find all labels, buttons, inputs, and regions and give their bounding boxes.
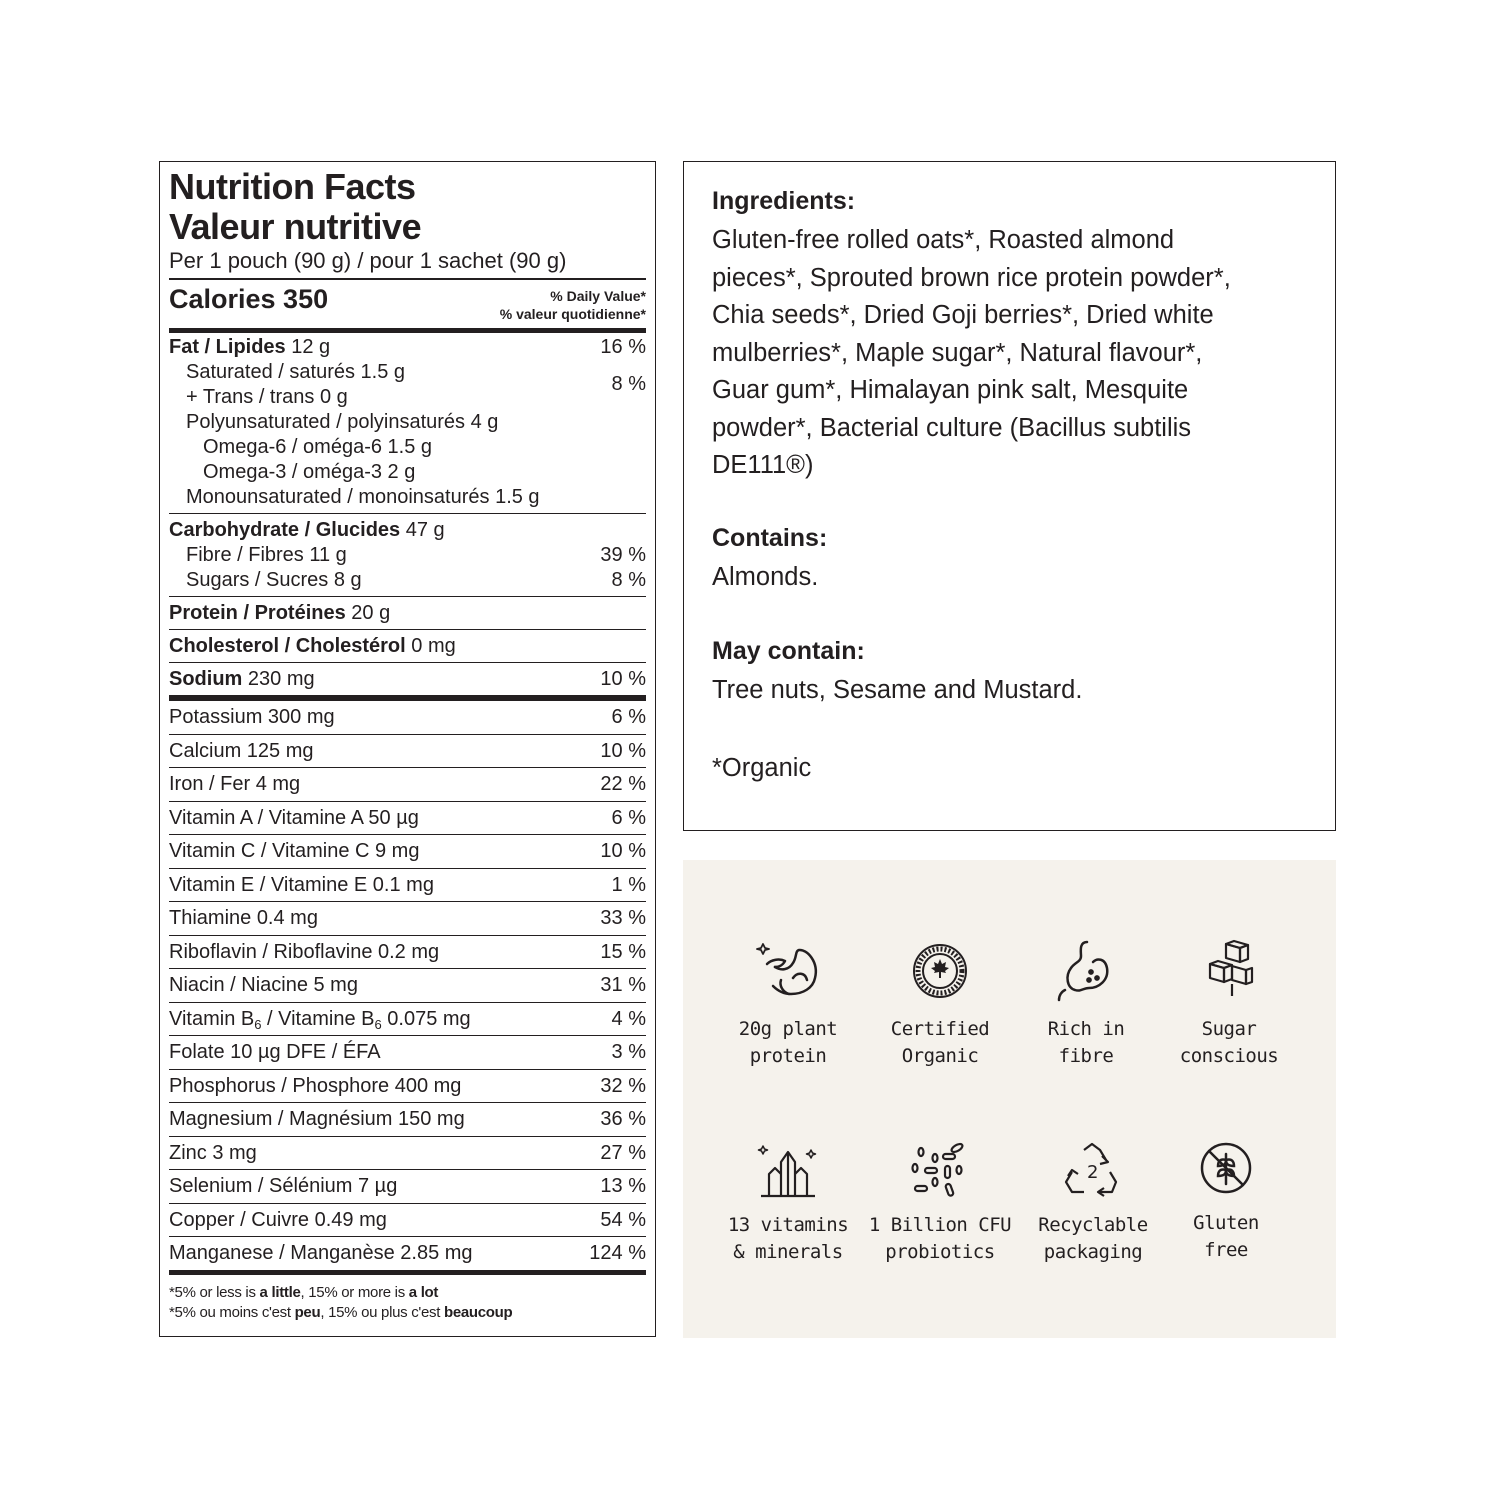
probiotics-icon xyxy=(907,1140,973,1200)
nutrition-title-en: Nutrition Facts xyxy=(169,166,416,207)
vitamin-label: Manganese / Manganèse 2.85 mg xyxy=(169,1242,473,1264)
vitamin-row xyxy=(169,735,646,769)
vitamin-label: Phosphorus / Phosphore 400 mg xyxy=(169,1074,462,1097)
vitamin-label: Iron / Fer 4 mg xyxy=(169,773,301,795)
contains-text: Almonds. xyxy=(712,562,819,591)
protein-label: Protein / Protéines xyxy=(169,602,346,624)
benefit-sugar xyxy=(1149,938,1309,1070)
sodium-row xyxy=(169,663,646,701)
benefit-fibre xyxy=(1006,938,1166,1070)
vitamin-row xyxy=(169,1003,646,1037)
vitamin-row xyxy=(169,1137,646,1171)
benefits-panel xyxy=(683,860,1336,1338)
sugars-pct: 8 % xyxy=(611,569,646,591)
vitamin-label: Vitamin A / Vitamine A 50 µg xyxy=(169,806,419,829)
trans-row: + Trans / trans 0 g xyxy=(186,386,348,408)
vitamin-pct: 3 % xyxy=(611,1041,646,1063)
stomach-icon xyxy=(1053,938,1119,1004)
sodium-pct: 10 % xyxy=(600,668,646,690)
omega3-row: Omega-3 / oméga-3 2 g xyxy=(203,461,416,483)
sugars-label: Sugars / Sucres 8 g xyxy=(186,569,362,591)
fat-group xyxy=(169,333,646,514)
daily-value-en: % Daily Value* xyxy=(550,288,646,304)
vitamin-row xyxy=(169,1237,646,1275)
vitamin-pct: 27 % xyxy=(600,1141,646,1164)
sat-trans-pct: 8 % xyxy=(611,373,646,395)
ingredients-line: pieces*, Sprouted brown rice protein powder*, xyxy=(712,263,1231,292)
carbohydrate-row xyxy=(169,518,646,543)
vitamin-pct: 32 % xyxy=(600,1074,646,1097)
sugars-row xyxy=(169,568,646,593)
benefit-label: Recyclable packaging xyxy=(1038,1214,1148,1263)
vitamin-row xyxy=(169,802,646,836)
vitamin-label: Riboflavin / Riboflavine 0.2 mg xyxy=(169,940,440,963)
vitamin-label: Magnesium / Magnésium 150 mg xyxy=(169,1108,465,1130)
vitamin-row xyxy=(169,1204,646,1238)
ingredients-line: Guar gum*, Himalayan pink salt, Mesquite xyxy=(712,376,1189,404)
vitamin-pct: 6 % xyxy=(611,706,646,728)
serving-size: Per 1 pouch (90 g) / pour 1 sachet (90 g) xyxy=(169,247,646,280)
vitamin-pct: 22 % xyxy=(600,773,646,795)
protein-row xyxy=(169,597,646,630)
sodium-label: Sodium xyxy=(169,668,243,690)
fibre-label: Fibre / Fibres 11 g xyxy=(186,544,347,566)
vitamin-pct: 15 % xyxy=(600,940,646,963)
vitamin-row xyxy=(169,1036,646,1070)
ingredients-heading: Ingredients: xyxy=(712,187,856,215)
benefit-label: 13 vitamins & minerals xyxy=(727,1214,849,1263)
vitamin-row xyxy=(169,1170,646,1204)
vitamin-pct: 36 % xyxy=(600,1108,646,1130)
vitamin-pct: 124 % xyxy=(589,1242,646,1264)
vitamin-label: Vitamin C / Vitamine C 9 mg xyxy=(169,840,420,862)
vitamin-row xyxy=(169,936,646,970)
crystals-icon xyxy=(755,1140,821,1200)
vitamin-row xyxy=(169,969,646,1003)
ingredients-text xyxy=(712,222,1315,485)
vitamin-label: Calcium 125 mg xyxy=(169,739,314,762)
nutrition-facts-panel xyxy=(159,161,656,1337)
vitamin-pct: 54 % xyxy=(600,1208,646,1231)
vitamin-pct: 13 % xyxy=(600,1175,646,1197)
benefit-label: Sugar conscious xyxy=(1179,1018,1279,1067)
ingredients-panel xyxy=(683,161,1336,831)
vitamin-label: Thiamine 0.4 mg xyxy=(169,907,318,929)
benefit-vitamins xyxy=(708,1140,868,1266)
vitamin-label: Copper / Cuivre 0.49 mg xyxy=(169,1208,387,1231)
daily-value-header xyxy=(500,287,646,323)
fat-row xyxy=(169,335,646,360)
vitamin-row xyxy=(169,1103,646,1137)
daily-value-fr: % valeur quotidienne* xyxy=(499,306,646,322)
vitamin-pct: 10 % xyxy=(600,739,646,762)
benefit-gluten-free xyxy=(1146,1140,1306,1264)
footnote-en: *5% or less is a little, 15% or more is a lot xyxy=(169,1283,439,1301)
polyunsaturated-row: Polyunsaturated / polyinsaturés 4 g xyxy=(186,411,499,433)
carbohydrate-amount: 47 g xyxy=(405,519,445,541)
may-contain-heading: May contain: xyxy=(712,637,865,665)
vitamin-label: Potassium 300 mg xyxy=(169,706,335,728)
fibre-pct: 39 % xyxy=(600,544,646,566)
footnote-fr: *5% ou moins c'est peu, 15% ou plus c'est beaucoup xyxy=(169,1303,513,1321)
carbohydrate-group xyxy=(169,514,646,597)
sodium-amount: 230 mg xyxy=(247,668,315,690)
cholesterol-row xyxy=(169,630,646,663)
organic-note: *Organic xyxy=(712,753,812,782)
footnote xyxy=(169,1283,646,1323)
vitamin-pct: 31 % xyxy=(600,974,646,996)
vitamin-row xyxy=(169,701,646,735)
cholesterol-label: Cholesterol / Cholestérol xyxy=(169,635,406,657)
ingredients-line: Gluten-free rolled oats*, Roasted almond xyxy=(712,226,1175,254)
vitamin-row xyxy=(169,902,646,936)
fat-label: Fat / Lipides xyxy=(169,336,286,358)
svg-text:2: 2 xyxy=(1087,1162,1099,1183)
calories: Calories 350 xyxy=(169,284,329,314)
benefit-label: Certified Organic xyxy=(890,1018,990,1067)
calories-row xyxy=(169,280,646,333)
fibre-row xyxy=(169,543,646,568)
benefit-label: 20g plant protein xyxy=(738,1018,838,1067)
omega6-row: Omega-6 / oméga-6 1.5 g xyxy=(203,436,433,458)
vitamin-b6-label: Vitamin $B_6$ / Vitamine $B_6$ 0.075 mg xyxy=(169,1007,471,1032)
vitamin-row xyxy=(169,768,646,802)
vitamin-label: Selenium / Sélénium 7 µg xyxy=(169,1175,398,1197)
sugar-cubes-icon xyxy=(1196,938,1262,1004)
vitamin-pct: 4 % xyxy=(611,1007,646,1030)
vitamin-row xyxy=(169,835,646,869)
vitamin-pct: 1 % xyxy=(611,873,646,896)
benefit-organic xyxy=(860,938,1020,1070)
sat-trans-block xyxy=(169,360,646,410)
cholesterol-amount: 0 mg xyxy=(411,635,456,657)
organic-seal-icon xyxy=(907,938,973,1004)
nutrition-title-fr: Valeur nutritive xyxy=(169,206,422,247)
recycle-icon xyxy=(1060,1140,1126,1200)
benefit-label: Gluten free xyxy=(1193,1212,1259,1261)
vitamin-label: Zinc 3 mg xyxy=(169,1141,257,1164)
saturated-row: Saturated / saturés 1.5 g xyxy=(186,361,406,383)
vitamin-label: Folate 10 µg DFE / ÉFA xyxy=(169,1041,381,1063)
contains-heading: Contains: xyxy=(712,523,828,552)
ingredients-line: DE111®) xyxy=(712,451,814,479)
vitamin-row xyxy=(169,1070,646,1104)
gluten-free-icon xyxy=(1195,1140,1257,1198)
fat-pct: 16 % xyxy=(600,336,646,358)
vitamin-label: Niacin / Niacine 5 mg xyxy=(169,974,358,996)
carbohydrate-label: Carbohydrate / Glucides xyxy=(169,519,401,541)
ingredients-line: Chia seeds*, Dried Goji berries*, Dried white xyxy=(712,301,1214,329)
may-contain-text: Tree nuts, Sesame and Mustard. xyxy=(712,676,1083,704)
vitamin-row xyxy=(169,869,646,903)
vitamin-pct: 6 % xyxy=(611,806,646,829)
fat-amount: 12 g xyxy=(291,336,331,358)
ingredients-line: powder*, Bacterial culture (Bacillus subtilis xyxy=(712,413,1192,442)
benefit-protein xyxy=(708,938,868,1070)
vitamin-label: Vitamin E / Vitamine E 0.1 mg xyxy=(169,873,434,896)
benefit-label: Rich in fibre xyxy=(1047,1018,1125,1067)
ingredients-line: mulberries*, Maple sugar*, Natural flavour*, xyxy=(712,338,1203,367)
protein-amount: 20 g xyxy=(351,602,391,624)
benefit-label: 1 Billion CFU probiotics xyxy=(868,1214,1012,1263)
monounsaturated-row: Monounsaturated / monoinsaturés 1.5 g xyxy=(186,486,540,508)
muscle-icon xyxy=(753,938,823,1004)
vitamin-pct: 10 % xyxy=(600,840,646,862)
vitamin-pct: 33 % xyxy=(600,907,646,929)
benefit-probiotics xyxy=(860,1140,1020,1266)
